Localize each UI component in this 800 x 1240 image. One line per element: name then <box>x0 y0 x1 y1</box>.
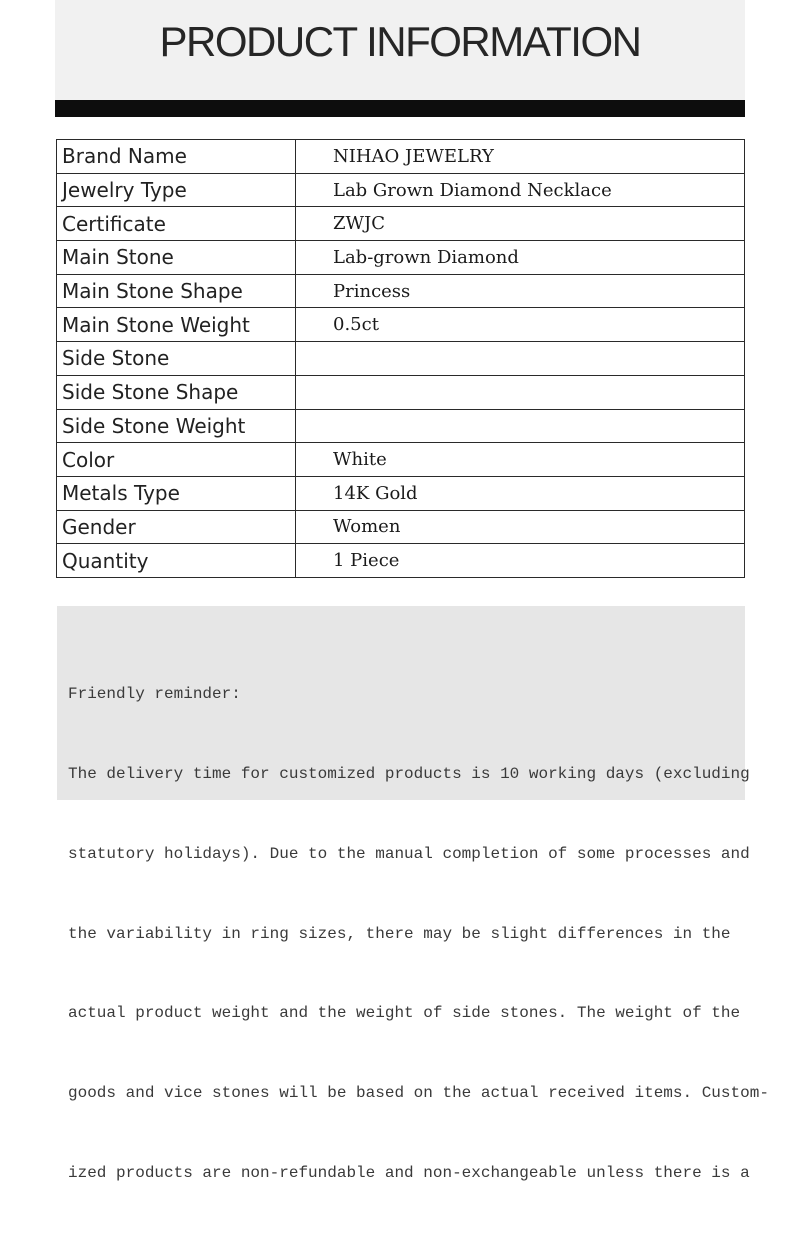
spec-table <box>56 139 745 578</box>
spec-value: 14K Gold <box>296 476 745 510</box>
spec-value <box>296 409 745 443</box>
title-rule <box>55 100 745 117</box>
spec-label: Color <box>57 443 296 477</box>
table-row <box>57 241 745 275</box>
spec-label: Main Stone Weight <box>57 308 296 342</box>
spec-label: Side Stone Weight <box>57 409 296 443</box>
table-row <box>57 510 745 544</box>
spec-label: Metals Type <box>57 476 296 510</box>
spec-value: White <box>296 443 745 477</box>
spec-value: NIHAO JEWELRY <box>296 140 745 174</box>
reminder-line: The delivery time for customized products is 10 working days (excluding <box>68 764 750 783</box>
spec-label: Gender <box>57 510 296 544</box>
reminder-line: goods and vice stones will be based on the actual received items. Custom- <box>68 1084 769 1103</box>
table-row <box>57 207 745 241</box>
table-row <box>57 375 745 409</box>
spec-label: Jewelry Type <box>57 173 296 207</box>
table-row <box>57 342 745 376</box>
spec-value: Princess <box>296 274 745 308</box>
table-row <box>57 544 745 578</box>
table-row <box>57 476 745 510</box>
reminder-line: actual product weight and the weight of side stones. The weight of the <box>68 1004 741 1023</box>
reminder-line: statutory holidays). Due to the manual completion of some processes and <box>68 844 750 863</box>
spec-label: Certificate <box>57 207 296 241</box>
reminder-line: the variability in ring sizes, there may be slight differences in the <box>68 924 731 943</box>
table-row <box>57 140 745 174</box>
spec-value <box>296 375 745 409</box>
table-row <box>57 274 745 308</box>
reminder-box <box>57 606 769 1182</box>
spec-label: Main Stone <box>57 241 296 275</box>
spec-value: 0.5ct <box>296 308 745 342</box>
reminder-line: Friendly reminder: <box>68 685 241 704</box>
spec-value: Lab Grown Diamond Necklace <box>296 173 745 207</box>
spec-label: Brand Name <box>57 140 296 174</box>
spec-label: Side Stone Shape <box>57 375 296 409</box>
spec-value <box>296 342 745 376</box>
spec-value: 1 Piece <box>296 544 745 578</box>
spec-label: Quantity <box>57 544 296 578</box>
spec-value: Lab-grown Diamond <box>296 241 745 275</box>
table-row <box>57 443 745 477</box>
spec-value: Women <box>296 510 745 544</box>
table-row <box>57 173 745 207</box>
table-row <box>57 308 745 342</box>
page-title: PRODUCT INFORMATION <box>159 18 641 65</box>
reminder-line: ized products are non-refundable and non-exchangeable unless there is a <box>68 1163 750 1182</box>
spec-label: Side Stone <box>57 342 296 376</box>
reminder-text <box>57 606 769 1240</box>
spec-value: ZWJC <box>296 207 745 241</box>
spec-label: Main Stone Shape <box>57 274 296 308</box>
table-row <box>57 409 745 443</box>
